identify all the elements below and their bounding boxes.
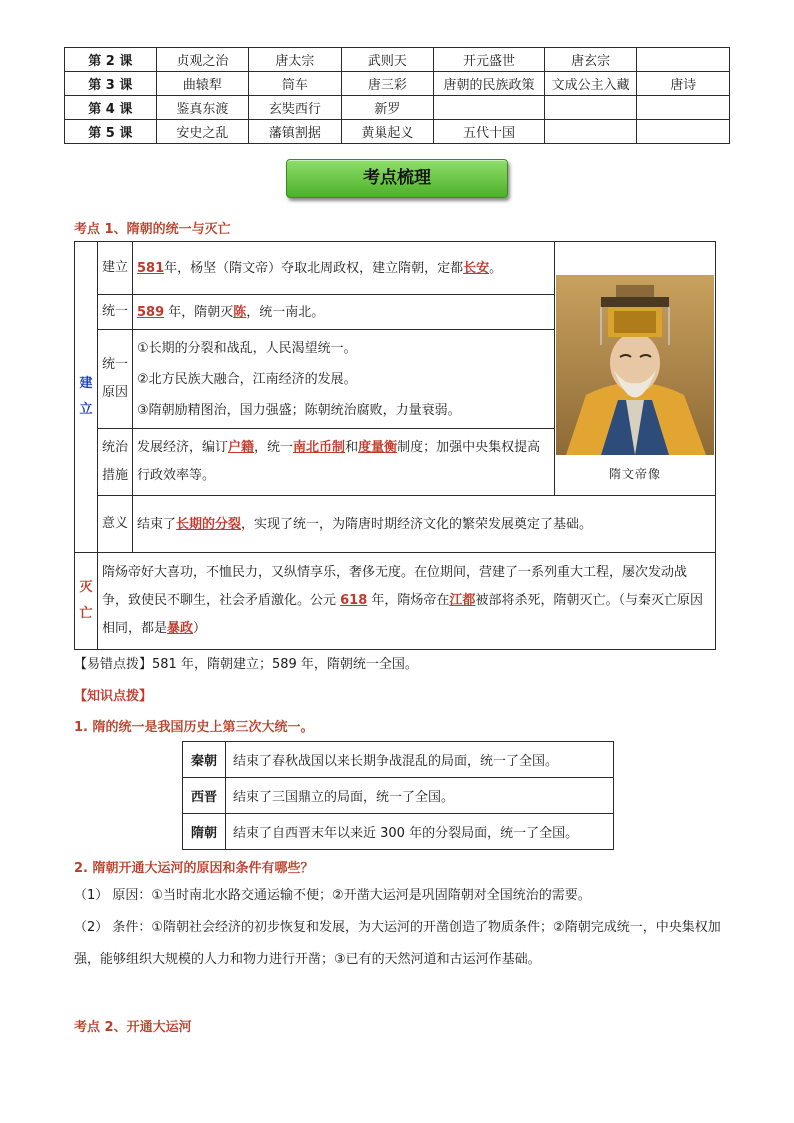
table-row (183, 814, 614, 850)
lesson-number: 第 2 课 (65, 48, 157, 72)
note-text: 【易错点拨】581 年，隋朝建立；589 年，隋朝统一全国。 (74, 657, 418, 672)
table-cell: 唐玄宗 (544, 48, 637, 72)
fall-heading: 灭 亡 (75, 553, 98, 650)
reason-line: ②北方民族大融合，江南经济的发展。 (137, 371, 357, 387)
lesson-table (64, 47, 730, 144)
table-cell: 唐诗 (637, 72, 730, 96)
row-label: 统一 (98, 295, 133, 330)
dynasty-cell: 西晋 (183, 778, 226, 814)
dynasty-cell: 秦朝 (183, 742, 226, 778)
lesson-number: 第 3 课 (65, 72, 157, 96)
establish-heading: 建 立 (75, 242, 98, 553)
row-label: 建立 (98, 242, 133, 295)
row-label: 统一原因 (98, 330, 133, 429)
table-cell: 黄巢起义 (341, 120, 434, 144)
portrait-caption: 隋文帝像 (608, 467, 661, 481)
table-cell: 唐三彩 (341, 72, 434, 96)
row-label: 统治措施 (98, 429, 133, 496)
row-content: 589 年，隋朝灭陈，统一南北。 (133, 295, 555, 330)
table-row (75, 242, 716, 295)
lesson-number: 第 5 课 (65, 120, 157, 144)
table-cell: 新罗 (341, 96, 434, 120)
knowledge-heading: 【知识点拨】 (74, 689, 153, 704)
table-row (65, 72, 730, 96)
portrait-cell (555, 242, 716, 496)
table-cell: 玄奘西行 (249, 96, 342, 120)
table-cell (544, 96, 637, 120)
table-cell: 唐朝的民族政策 (434, 72, 545, 96)
description-cell: 结束了春秋战国以来长期争战混乱的局面，统一了全国。 (226, 742, 614, 778)
row-content: 581年，杨坚（隋文帝）夺取北周政权，建立隋朝，定都长安。 (133, 242, 555, 295)
section-title: 考点 1、隋朝的统一与灭亡 (74, 222, 231, 237)
description-cell: 结束了自西晋末年以来近 300 年的分裂局面，统一了全国。 (226, 814, 614, 850)
section-title: 考点 2、开通大运河 (74, 1020, 192, 1035)
table-cell: 藩镇割据 (249, 120, 342, 144)
table-cell: 武则天 (341, 48, 434, 72)
table-cell (637, 96, 730, 120)
answer-paragraph: （2） 条件：①隋朝社会经济的初步恢复和发展，为大运河的开凿创造了物质条件；②隋朝完成统一，中央集权加强，能够组织大规模的人力和物力进行开凿；③已有的天然河道和古运河作基础。 (74, 920, 721, 967)
row-label: 意义 (98, 496, 133, 553)
section-banner: 考点梳理 (286, 159, 508, 198)
table-cell: 五代十国 (434, 120, 545, 144)
table-row (65, 96, 730, 120)
portrait-image (556, 275, 714, 455)
table-row (183, 742, 614, 778)
table-row (65, 48, 730, 72)
table-cell (544, 120, 637, 144)
table-cell: 安史之乱 (156, 120, 249, 144)
table-row (75, 553, 716, 650)
table-row (75, 496, 716, 553)
row-content: 发展经济，编订户籍，统一南北币制和度量衡制度；加强中央集权提高行政效率等。 (133, 429, 555, 496)
table-cell: 文成公主入藏 (544, 72, 637, 96)
table-row (183, 778, 614, 814)
description-cell: 结束了三国鼎立的局面，统一了全国。 (226, 778, 614, 814)
table-cell: 筒车 (249, 72, 342, 96)
table-cell: 贞观之治 (156, 48, 249, 72)
table-cell (637, 48, 730, 72)
table-cell: 鉴真东渡 (156, 96, 249, 120)
table-cell: 开元盛世 (434, 48, 545, 72)
reason-line: ③隋朝励精图治，国力强盛；陈朝统治腐败，力量衰弱。 (137, 402, 461, 418)
table-cell (637, 120, 730, 144)
row-content: 结束了长期的分裂，实现了统一，为隋唐时期经济文化的繁荣发展奠定了基础。 (133, 496, 716, 553)
unify-table (182, 741, 614, 850)
answer-paragraph: （1） 原因：①当时南北水路交通运输不便；②开凿大运河是巩固隋朝对全国统治的需要。 (74, 888, 591, 903)
table-row (65, 120, 730, 144)
reason-line: ①长期的分裂和战乱，人民渴望统一。 (137, 340, 357, 356)
row-content: 隋炀帝好大喜功，不恤民力，又纵情享乐，奢侈无度。在位期间，营建了一系列重大工程，屡次发动战争，致使民不聊生，社会矛盾激化。公元 618 年，隋炀帝在江都被部将杀死，隋朝灭亡。（与秦灭亡原因相同，都是暴政） (98, 553, 716, 650)
table-cell: 唐太宗 (249, 48, 342, 72)
sui-table (74, 241, 716, 650)
table-cell (434, 96, 545, 120)
question-heading: 1. 隋的统一是我国历史上第三次大统一。 (74, 720, 314, 735)
table-cell: 曲辕犁 (156, 72, 249, 96)
row-content (133, 330, 555, 429)
dynasty-cell: 隋朝 (183, 814, 226, 850)
question-heading: 2. 隋朝开通大运河的原因和条件有哪些？ (74, 861, 314, 876)
lesson-number: 第 4 课 (65, 96, 157, 120)
